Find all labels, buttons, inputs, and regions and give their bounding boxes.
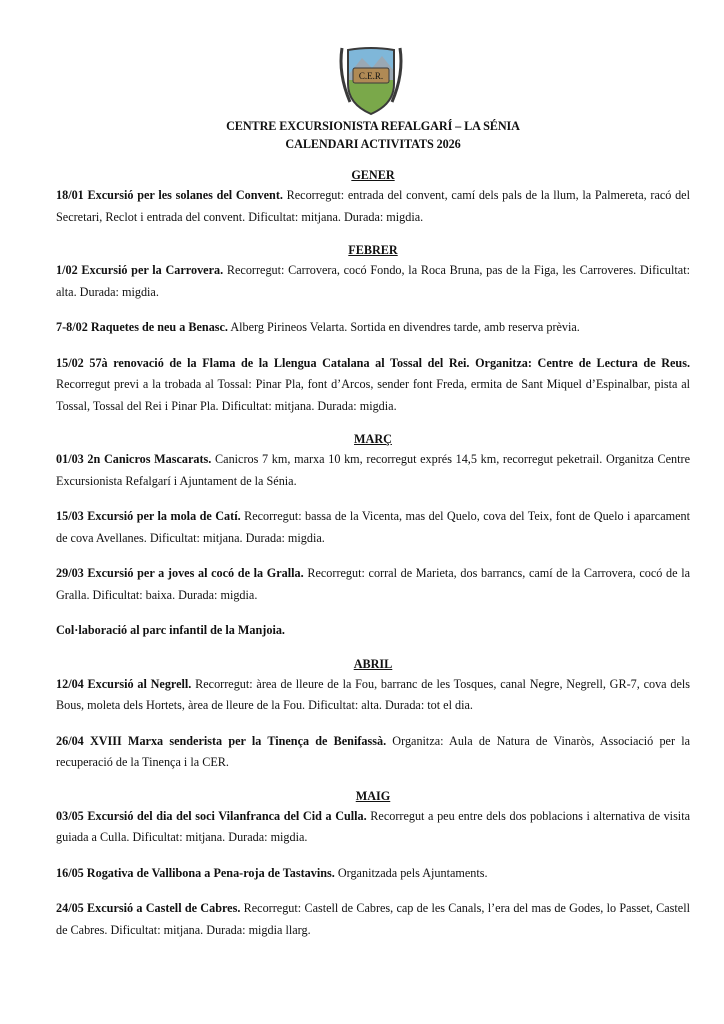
activity-details: Recorregut previ a la trobada al Tossal: Pinar Pla, font d’Arcos, sender font Freda, ermita de Sant Miquel d’Espinalbar, pista al Tossal, Tossal del Rei i Pinar Pla. Dificultat: mitjana. Durada: migdia. <box>56 377 690 413</box>
activity-details: Alberg Pirineos Velarta. Sortida en divendres tarde, amb reserva prèvia. <box>227 320 580 334</box>
club-title: CENTRE EXCURSIONISTA REFALGARÍ – LA SÉNIA <box>226 119 520 133</box>
activity-title: 1/02 Excursió per la Carrovera. <box>56 263 224 277</box>
activity-details: Recorregut: entrada del convent, camí dels pals de la llum, la Palmereta, racó del Secretari, Reclot i entrada del convent. Dificultat: mitjana. Durada: migdia. <box>56 188 690 224</box>
activity-entry <box>56 506 690 549</box>
activity-details: Recorregut: corral de Marieta, dos barrancs, camí de la Carrovera, cocó de la Gralla. Dificultat: baixa. Durada: migdia. <box>56 566 690 602</box>
collaboration-note: Col·laboració al parc infantil de la Manjoia. <box>56 623 285 637</box>
activity-details: Canicros 7 km, marxa 10 km, recorregut exprés 14,5 km, recorregut peketrail. Organitza Centre Excursionista Refalgarí i Ajuntament de la Sénia. <box>56 452 691 488</box>
activity-entry <box>56 806 690 849</box>
activity-details: Recorregut: Carrovera, cocó Fondo, la Roca Bruna, pas de la Figa, les Carroveres. Dificultat: alta. Durada: migdia. <box>56 263 690 299</box>
month-heading-maig: MAIG <box>355 788 391 803</box>
activity-entry <box>56 449 690 492</box>
activity-title: 18/01 Excursió per les solanes del Convent. <box>56 188 283 202</box>
activity-entry <box>56 863 690 885</box>
activity-entry <box>56 731 690 774</box>
activity-details: Organitza: Aula de Natura de Vinaròs, Associació per la recuperació de la Tinença i la CER. <box>56 733 690 769</box>
activity-entry <box>56 674 690 717</box>
calendar-content <box>56 117 690 941</box>
activity-title: 12/04 Excursió al Negrell. <box>56 676 192 691</box>
month-heading-febrer: FEBRER <box>348 243 398 257</box>
activity-details: Recorregut: àrea de lleure de la Fou, barranc de les Tosques, canal Negre, Negrell, GR-7, cova dels Bous, moleta dels Hortets, àrea de lleure de la Fou. Dificultat: alta. Durada: tot el dia. <box>56 676 690 712</box>
calendar-title: CALENDARI ACTIVITATS 2026 <box>285 137 461 151</box>
month-heading-gener: GENER <box>351 168 395 182</box>
activity-details: Organitzada pels Ajuntaments. <box>334 865 488 880</box>
activity-entry <box>56 260 690 303</box>
activity-title: 29/03 Excursió per a joves al cocó de la Gralla. <box>56 566 304 580</box>
club-logo <box>336 44 406 116</box>
svg-text:C.E.R.: C.E.R. <box>358 71 384 81</box>
month-heading-marc: MARÇ <box>354 432 392 446</box>
activity-entry <box>56 563 690 606</box>
activity-entry <box>56 353 690 418</box>
activity-details: Recorregut: bassa de la Vicenta, mas del Quelo, cova del Teix, font de Quelo i aparcament de cova Avellanes. Dificultat: mitjana. Durada: migdia. <box>56 509 690 545</box>
activity-details: Recorregut a peu entre dels dos poblacions i alternativa de visita guiada a Culla. Dificultat: mitjana. Durada: migdia. <box>56 808 690 844</box>
activity-title: 01/03 2n Canicros Mascarats. <box>56 452 212 466</box>
activity-details: Recorregut: Castell de Cabres, cap de les Canals, l’era del mas de Godes, lo Passet, Castell de Cabres. Dificultat: mitjana. Durada: migdia llarg. <box>56 901 690 937</box>
activity-entry <box>56 317 690 339</box>
activity-title: 26/04 XVIII Marxa senderista per la Tinença de Benifassà. <box>56 733 387 748</box>
activity-title: 15/02 57à renovació de la Flama de la Llengua Catalana al Tossal del Rei. Organitza: Centre de Lectura de Reus. <box>56 355 690 370</box>
activity-entry <box>56 185 690 228</box>
activity-title: 24/05 Excursió a Castell de Cabres. <box>56 901 241 915</box>
activity-title: 03/05 Excursió del dia del soci Vilanfranca del Cid a Culla. <box>56 808 367 823</box>
activity-title: 7-8/02 Raquetes de neu a Benasc. <box>56 320 228 334</box>
month-heading-abril: ABRIL <box>353 656 393 671</box>
activity-title: 15/03 Excursió per la mola de Catí. <box>56 509 241 523</box>
activity-entry <box>56 898 690 941</box>
activity-title: 16/05 Rogativa de Vallibona a Pena-roja de Tastavins. <box>56 865 335 880</box>
